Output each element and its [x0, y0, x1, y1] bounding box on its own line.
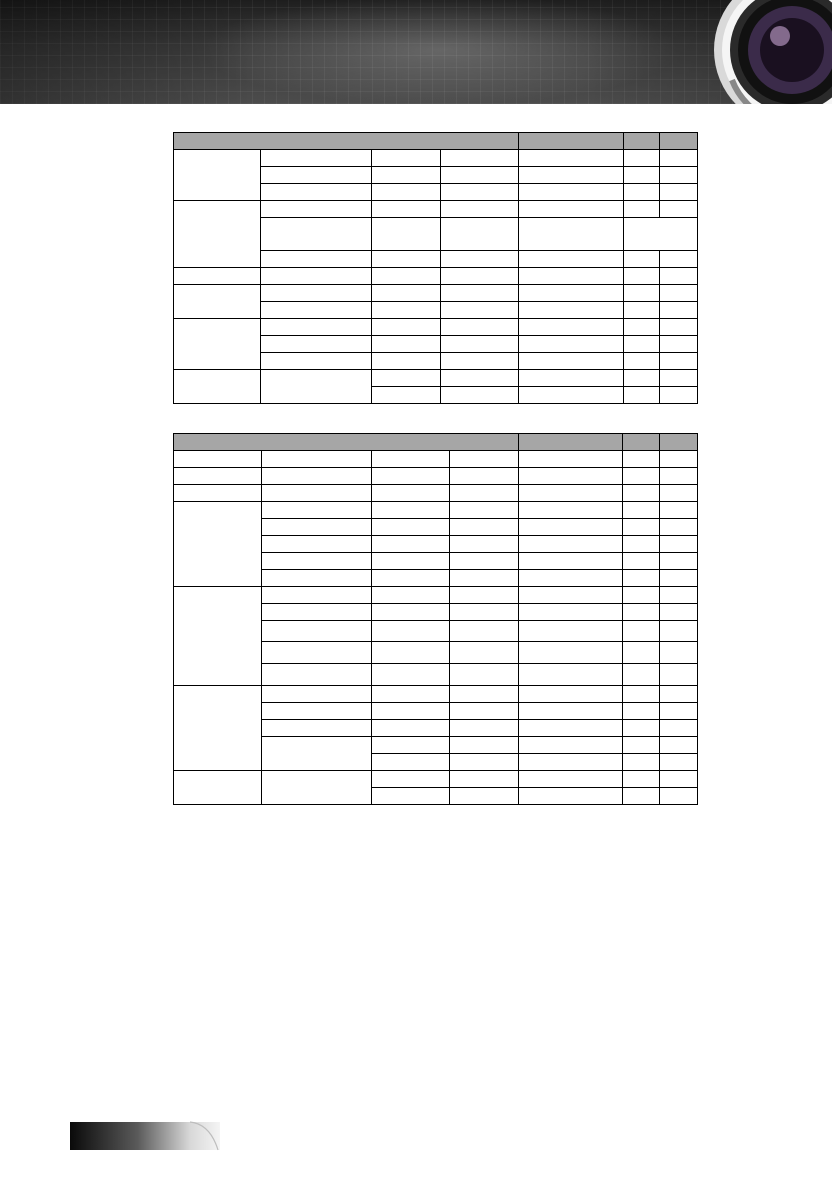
table-cell: [660, 370, 698, 387]
table-header-cell: [174, 434, 519, 451]
table-cell: [623, 604, 660, 621]
table-cell: [660, 720, 698, 737]
table-cell: [623, 553, 660, 570]
table-cell: [372, 553, 450, 570]
table-cell: [261, 184, 372, 201]
table-cell: [441, 201, 519, 218]
table-cell: [372, 788, 450, 805]
table-cell: [372, 251, 441, 268]
table-cell: [660, 754, 698, 771]
table-cell: [441, 218, 519, 251]
table-cell: [624, 251, 660, 268]
table-cell: [660, 150, 698, 167]
table-cell: [262, 451, 372, 468]
header-banner: [0, 0, 840, 104]
table-cell: [660, 788, 698, 805]
table-cell: [441, 285, 519, 302]
table-cell: [623, 664, 660, 686]
table-cell: [372, 150, 441, 167]
table-cell: [450, 754, 519, 771]
table-cell: [519, 336, 624, 353]
table-cell: [262, 737, 372, 771]
table-cell: [623, 536, 660, 553]
table-row: [174, 771, 698, 788]
table-header-cell: [623, 434, 660, 451]
table-cell: [624, 353, 660, 370]
table-cell: [660, 553, 698, 570]
table-cell: [660, 268, 698, 285]
table-cell: [262, 604, 372, 621]
table-cell: [262, 502, 372, 519]
table-cell: [660, 201, 698, 218]
table-cell: [623, 451, 660, 468]
table-cell: [262, 703, 372, 720]
banner-edge-tab: [832, 0, 840, 104]
table-cell: [519, 319, 624, 336]
table-cell: [372, 771, 450, 788]
table-cell: [623, 587, 660, 604]
table-cell: [519, 468, 623, 485]
table-row: [174, 451, 698, 468]
table-cell: [624, 285, 660, 302]
table-row: [174, 485, 698, 502]
table-cell: [441, 336, 519, 353]
table-cell: [441, 268, 519, 285]
table-cell: [660, 621, 698, 642]
table-cell: [624, 167, 660, 184]
table-header-cell: [624, 133, 660, 150]
table-cell: [660, 336, 698, 353]
table-cell: [519, 536, 623, 553]
table-cell: [174, 451, 262, 468]
table-cell: [450, 536, 519, 553]
table-cell: [262, 468, 372, 485]
table-cell: [174, 150, 261, 201]
table-cell: [660, 737, 698, 754]
table-cell: [660, 285, 698, 302]
table-cell: [519, 302, 624, 319]
table-cell: [519, 587, 623, 604]
table-cell: [623, 720, 660, 737]
table-cell: [262, 720, 372, 737]
table-cell: [262, 485, 372, 502]
table-cell: [519, 218, 624, 251]
table-cell: [372, 353, 441, 370]
table-cell: [660, 502, 698, 519]
table-cell: [624, 302, 660, 319]
table-cell: [372, 621, 450, 642]
table-cell: [372, 218, 441, 251]
table-cell: [450, 519, 519, 536]
table-cell: [174, 319, 261, 370]
table-row: [174, 502, 698, 519]
table-cell: [519, 201, 624, 218]
table-cell: [441, 353, 519, 370]
table-cell: [261, 218, 372, 251]
table-cell: [519, 167, 624, 184]
table-cell: [519, 451, 623, 468]
table-cell: [623, 754, 660, 771]
table-cell: [262, 570, 372, 587]
table-cell: [261, 353, 372, 370]
table-cell: [261, 285, 372, 302]
table-cell: [261, 319, 372, 336]
table-cell: [261, 336, 372, 353]
table-header-cell: [660, 434, 698, 451]
table-cell: [623, 502, 660, 519]
table-cell: [450, 664, 519, 686]
table-cell: [450, 468, 519, 485]
table-cell: [372, 336, 441, 353]
table-header-cell: [660, 133, 698, 150]
table-cell: [441, 302, 519, 319]
table-cell: [450, 788, 519, 805]
table-row: [174, 268, 698, 285]
table-cell: [174, 285, 261, 319]
table-cell: [262, 587, 372, 604]
table-cell: [624, 201, 660, 218]
table-row: [174, 370, 698, 387]
table-cell: [372, 370, 441, 387]
table-cell: [262, 686, 372, 703]
settings-table-2: [173, 433, 698, 805]
table-cell: [519, 387, 624, 404]
table-cell: [262, 553, 372, 570]
table-cell: [660, 686, 698, 703]
table-cell: [261, 268, 372, 285]
table-cell: [519, 184, 624, 201]
table-cell: [174, 370, 261, 404]
table-cell: [519, 268, 624, 285]
table-cell: [623, 468, 660, 485]
table-cell: [660, 604, 698, 621]
table-cell: [623, 642, 660, 664]
table-cell: [262, 664, 372, 686]
table-cell: [441, 150, 519, 167]
table-cell: [624, 387, 660, 404]
table-cell: [660, 519, 698, 536]
table-cell: [450, 587, 519, 604]
table-cell: [519, 570, 623, 587]
table-cell: [660, 251, 698, 268]
table-cell: [262, 621, 372, 642]
table-cell: [519, 285, 624, 302]
table-cell: [623, 519, 660, 536]
table-cell: [623, 686, 660, 703]
table-cell: [450, 502, 519, 519]
table-cell: [372, 703, 450, 720]
table-cell: [372, 664, 450, 686]
table-cell: [660, 664, 698, 686]
table-cell: [450, 642, 519, 664]
table-cell: [519, 353, 624, 370]
table-cell: [450, 485, 519, 502]
table-cell: [174, 502, 262, 587]
table-cell: [174, 771, 262, 805]
table-cell: [441, 251, 519, 268]
table-cell: [372, 502, 450, 519]
table-cell: [660, 302, 698, 319]
table-cell: [519, 150, 624, 167]
table-cell: [450, 604, 519, 621]
table-cell: [660, 451, 698, 468]
table-cell: [624, 370, 660, 387]
table-cell: [450, 703, 519, 720]
table-cell: [623, 788, 660, 805]
table-cell: [660, 353, 698, 370]
table-cell: [519, 642, 623, 664]
table-cell: [519, 737, 623, 754]
table-cell: [624, 184, 660, 201]
table-cell: [519, 553, 623, 570]
table-row: [174, 285, 698, 302]
projector-lens-icon: [712, 0, 840, 104]
table-cell: [372, 451, 450, 468]
table-row: [174, 150, 698, 167]
table-cell: [372, 604, 450, 621]
table-cell: [519, 485, 623, 502]
table-cell: [372, 201, 441, 218]
table-header-cell: [174, 133, 519, 150]
table-cell: [372, 268, 441, 285]
table-cell: [372, 387, 441, 404]
table-cell: [372, 285, 441, 302]
table-cell: [660, 184, 698, 201]
table-cell: [519, 720, 623, 737]
table-cell: [450, 621, 519, 642]
table-cell: [261, 201, 372, 218]
table-cell: [174, 468, 262, 485]
table-cell: [660, 468, 698, 485]
table-cell: [660, 771, 698, 788]
table-cell: [441, 184, 519, 201]
table-cell: [519, 664, 623, 686]
table-row: [174, 201, 698, 218]
table-cell: [660, 485, 698, 502]
table-cell: [261, 251, 372, 268]
table-cell: [623, 570, 660, 587]
table-cell: [372, 686, 450, 703]
table-cell: [519, 771, 623, 788]
table-row: [174, 686, 698, 703]
table-cell: [624, 319, 660, 336]
table-cell: [623, 485, 660, 502]
table-cell: [624, 218, 698, 251]
table-header-cell: [519, 133, 624, 150]
table-cell: [262, 771, 372, 805]
table-row: [174, 587, 698, 604]
table-cell: [519, 370, 624, 387]
table-cell: [261, 167, 372, 184]
table-cell: [624, 336, 660, 353]
table-cell: [660, 587, 698, 604]
table-cell: [262, 536, 372, 553]
table-cell: [441, 370, 519, 387]
table-cell: [623, 771, 660, 788]
table-cell: [519, 788, 623, 805]
table-cell: [372, 302, 441, 319]
table-cell: [623, 703, 660, 720]
table-cell: [372, 587, 450, 604]
footer-corner-curve: [188, 1120, 222, 1152]
table-header-row: [174, 133, 698, 150]
table-cell: [660, 167, 698, 184]
table-cell: [372, 468, 450, 485]
table-cell: [450, 451, 519, 468]
table-cell: [262, 642, 372, 664]
table-cell: [450, 686, 519, 703]
table-cell: [519, 251, 624, 268]
table-row: [174, 468, 698, 485]
table-cell: [660, 570, 698, 587]
table-cell: [450, 737, 519, 754]
table-cell: [519, 604, 623, 621]
table-cell: [261, 370, 372, 404]
table-cell: [441, 319, 519, 336]
table-cell: [519, 754, 623, 771]
table-cell: [174, 587, 262, 686]
table-cell: [372, 570, 450, 587]
table-cell: [372, 167, 441, 184]
table-cell: [660, 319, 698, 336]
table-row: [174, 319, 698, 336]
table-cell: [372, 754, 450, 771]
table-cell: [519, 519, 623, 536]
table-cell: [660, 642, 698, 664]
table-cell: [262, 519, 372, 536]
table-cell: [660, 703, 698, 720]
table-cell: [450, 720, 519, 737]
table-cell: [372, 184, 441, 201]
table-cell: [261, 302, 372, 319]
table-cell: [624, 268, 660, 285]
table-cell: [450, 570, 519, 587]
table-cell: [623, 737, 660, 754]
table-cell: [660, 387, 698, 404]
table-cell: [174, 268, 261, 285]
table-cell: [519, 502, 623, 519]
table-cell: [660, 536, 698, 553]
table-cell: [623, 621, 660, 642]
table-cell: [441, 167, 519, 184]
table-cell: [372, 485, 450, 502]
table-header-cell: [519, 434, 623, 451]
table-cell: [450, 553, 519, 570]
table-cell: [261, 150, 372, 167]
table-cell: [519, 686, 623, 703]
table-cell: [372, 720, 450, 737]
table-cell: [450, 771, 519, 788]
table-cell: [372, 519, 450, 536]
table-header-row: [174, 434, 698, 451]
table-cell: [372, 737, 450, 754]
table-cell: [174, 686, 262, 771]
table-cell: [519, 621, 623, 642]
table-cell: [372, 319, 441, 336]
table-cell: [441, 387, 519, 404]
table-cell: [174, 201, 261, 268]
table-cell: [372, 536, 450, 553]
table-cell: [519, 703, 623, 720]
table-cell: [624, 150, 660, 167]
table-cell: [372, 642, 450, 664]
settings-table-1: [173, 132, 698, 404]
table-cell: [174, 485, 262, 502]
